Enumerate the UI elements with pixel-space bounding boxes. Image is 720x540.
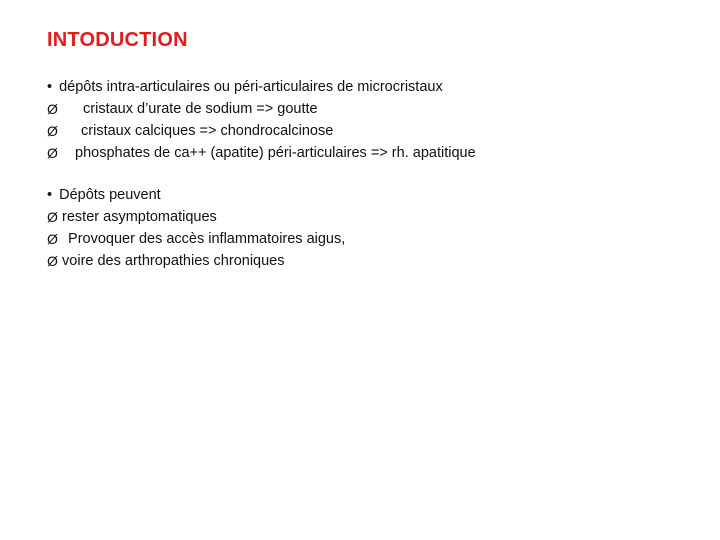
arrow-bullet-icon: Ø [47, 145, 58, 161]
arrow-item-text: Provoquer des accès inflammatoires aigus, [68, 231, 346, 247]
bullet-line [47, 76, 476, 98]
arrow-line [47, 206, 345, 228]
content-block-outcomes [47, 184, 345, 272]
arrow-bullet-icon: Ø [47, 209, 58, 225]
slide-title: INTODUCTION [47, 29, 188, 51]
arrow-item-text: cristaux d’urate de sodium => goutte [83, 101, 318, 117]
arrow-item-text: cristaux calciques => chondrocalcinose [81, 123, 334, 139]
arrow-line [47, 142, 476, 164]
bullet-icon: • [47, 187, 53, 203]
arrow-bullet-icon: Ø [47, 231, 58, 247]
arrow-item-text: phosphates de ca++ (apatite) péri-articulaires => rh. apatitique [75, 145, 476, 161]
bullet-icon: • [47, 79, 53, 95]
arrow-item-text: voire des arthropathies chroniques [62, 253, 285, 269]
arrow-bullet-icon: Ø [47, 123, 58, 139]
arrow-bullet-icon: Ø [47, 101, 58, 117]
arrow-item-text: rester asymptomatiques [62, 209, 217, 225]
content-block-deposits [47, 76, 476, 164]
arrow-line [47, 250, 345, 272]
bullet-text: Dépôts peuvent [59, 187, 161, 203]
arrow-bullet-icon: Ø [47, 253, 58, 269]
bullet-text: dépôts intra-articulaires ou péri-articulaires de microcristaux [59, 79, 443, 95]
arrow-line [47, 228, 345, 250]
bullet-line [47, 184, 345, 206]
arrow-line [47, 120, 476, 142]
arrow-line [47, 98, 476, 120]
